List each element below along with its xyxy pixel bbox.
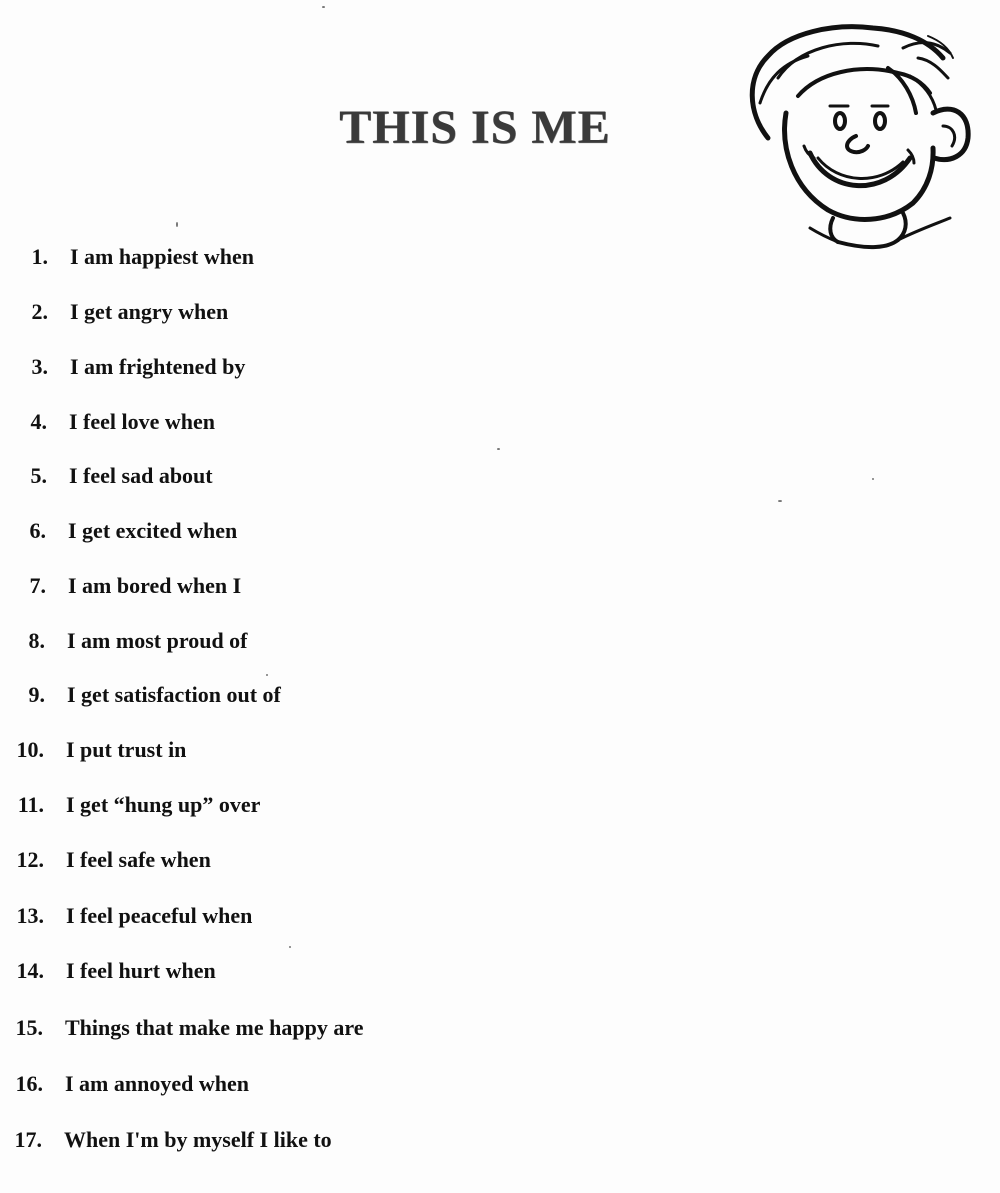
item-number: 6. [29, 518, 46, 543]
list-item [0, 463, 213, 489]
item-number: 2. [31, 299, 48, 324]
list-item [0, 299, 228, 325]
item-number: 14. [16, 958, 44, 983]
list-item [0, 518, 237, 544]
item-text: I get excited when [68, 518, 238, 543]
item-number: 17. [14, 1127, 42, 1152]
scan-speck [872, 478, 874, 480]
item-text: Things that make me happy are [65, 1015, 364, 1040]
list-item [0, 628, 248, 654]
scan-speck [266, 674, 268, 676]
item-number: 1. [31, 244, 48, 269]
list-item [0, 1071, 249, 1097]
item-text: I feel hurt when [66, 958, 216, 983]
list-item [0, 903, 252, 929]
scan-speck [176, 222, 178, 227]
item-number: 16. [15, 1071, 43, 1096]
list-item [0, 737, 186, 763]
item-number: 7. [29, 573, 46, 598]
item-text: I get “hung up” over [66, 792, 261, 817]
item-text: I feel safe when [66, 847, 211, 872]
scan-speck [289, 946, 291, 948]
item-number: 9. [28, 682, 45, 707]
item-text: I get angry when [70, 299, 229, 324]
item-text: I feel love when [69, 409, 216, 434]
item-number: 11. [17, 792, 44, 817]
list-item [0, 244, 254, 270]
list-item [0, 1127, 332, 1153]
item-text: I am annoyed when [65, 1071, 249, 1096]
item-text: I put trust in [66, 737, 187, 762]
item-text: I feel sad about [69, 463, 213, 488]
list-item [0, 409, 215, 435]
scan-speck [778, 500, 782, 502]
list-item [0, 792, 260, 818]
item-text: I am happiest when [70, 244, 254, 269]
scan-speck [497, 448, 500, 450]
item-number: 12. [16, 847, 44, 872]
item-text: I am frightened by [70, 354, 246, 379]
list-item [0, 354, 245, 380]
list-item [0, 847, 211, 873]
item-number: 10. [16, 737, 44, 762]
item-number: 8. [28, 628, 45, 653]
page-title: THIS IS ME [339, 101, 611, 154]
item-text: I am most proud of [67, 628, 248, 653]
list-item [0, 958, 216, 984]
scan-speck [322, 6, 325, 8]
item-number: 5. [30, 463, 47, 488]
item-number: 15. [15, 1015, 43, 1040]
list-item [0, 573, 241, 599]
item-number: 3. [31, 354, 48, 379]
item-text: I am bored when I [68, 573, 242, 598]
item-text: When I'm by myself I like to [64, 1127, 332, 1152]
item-text: I get satisfaction out of [67, 682, 281, 707]
item-text: I feel peaceful when [66, 903, 253, 928]
list-item [0, 1015, 363, 1041]
item-number: 4. [30, 409, 47, 434]
list-item [0, 682, 281, 708]
item-number: 13. [16, 903, 44, 928]
